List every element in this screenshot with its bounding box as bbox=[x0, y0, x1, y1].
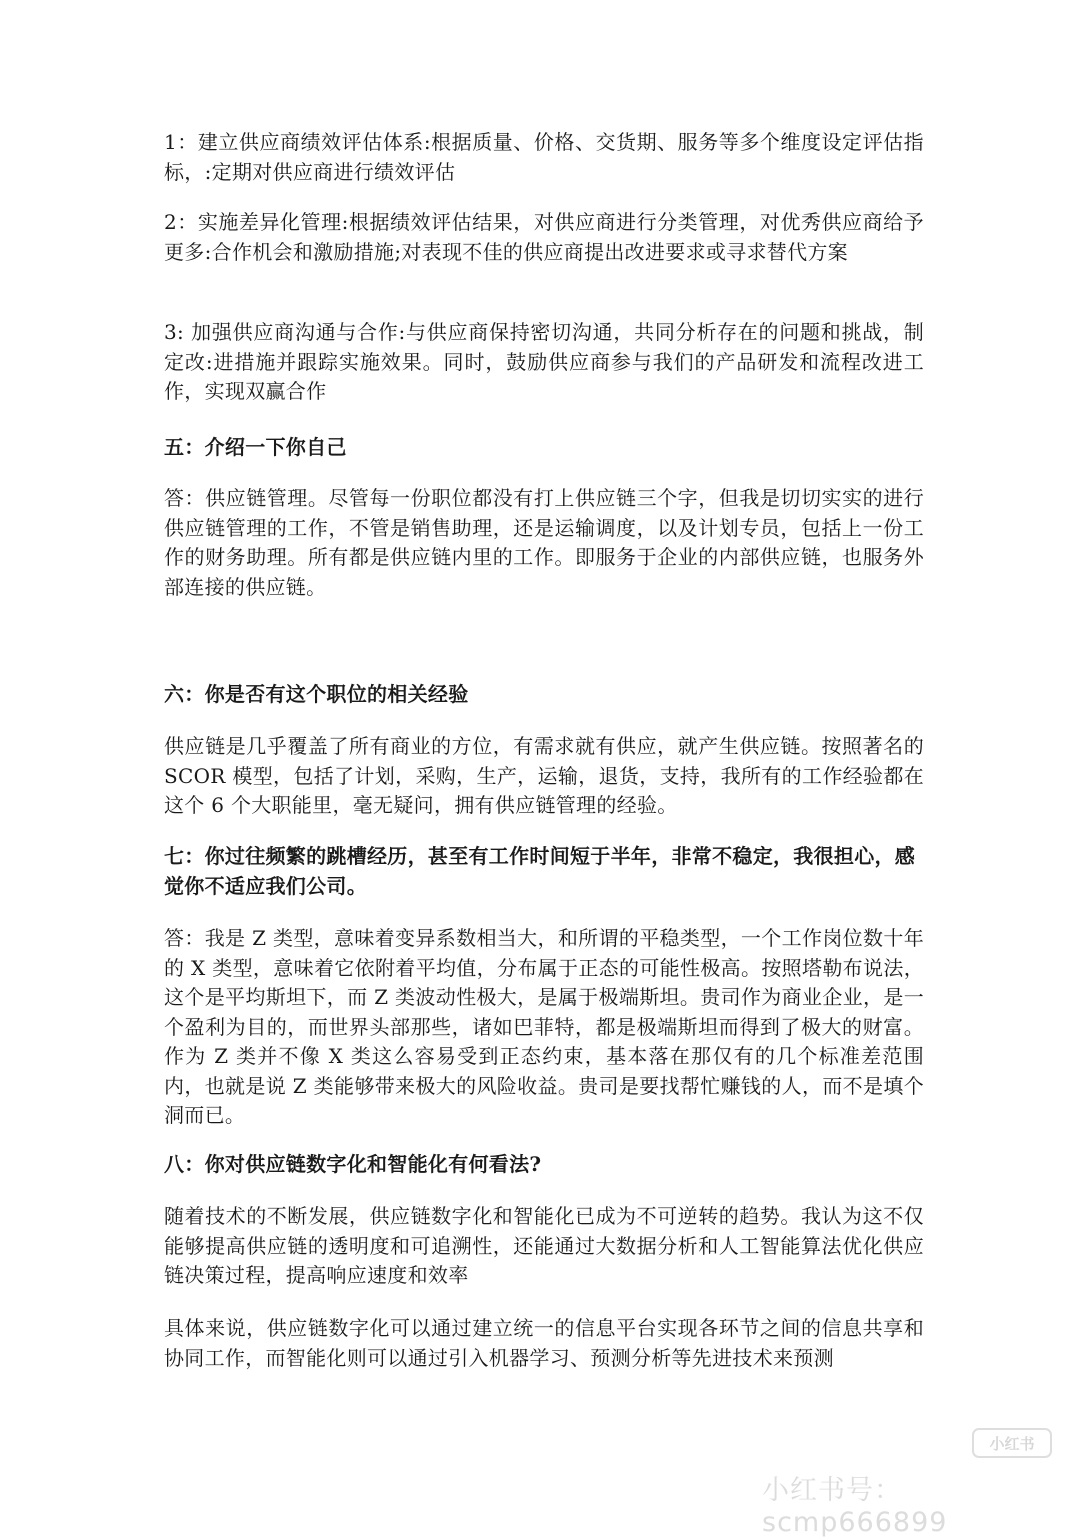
heading-6 bbox=[164, 680, 924, 710]
para-answer-7 bbox=[164, 924, 924, 1131]
watermark-text: 小红书号：scmp666899 bbox=[762, 1475, 948, 1538]
para-text: 具体来说，供应链数字化可以通过建立统一的信息平台实现各环节之间的信息共享和协同工作，而智能化则可以通过引入机器学习、预测分析等先进技术来预测 bbox=[164, 1316, 924, 1370]
para-2 bbox=[164, 208, 924, 267]
section-heading: 八：你对供应链数字化和智能化有何看法? bbox=[164, 1152, 542, 1176]
para-text: 随着技术的不断发展，供应链数字化和智能化已成为不可逆转的趋势。我认为这不仅能够提高供应链的透明度和可追溯性，还能通过大数据分析和人工智能算法优化供应链决策过程，提高响应速度和效率 bbox=[164, 1204, 924, 1287]
heading-7 bbox=[164, 842, 924, 901]
para-answer-6 bbox=[164, 732, 924, 821]
heading-8 bbox=[164, 1150, 924, 1180]
heading-5 bbox=[164, 433, 924, 463]
para-text: 供应链是几乎覆盖了所有商业的方位，有需求就有供应，就产生供应链。按照著名的 SCOR 模型，包括了计划，采购，生产，运输，退货，支持，我所有的工作经验都在这个 6 个大职能里，毫无疑问，拥有供应链管理的经验。 bbox=[164, 734, 924, 817]
para-text: 3: 加强供应商沟通与合作:与供应商保持密切沟通，共同分析存在的问题和挑战，制定改:进措施并跟踪实施效果。同时，鼓励供应商参与我们的产品研发和流程改进工作，实现双赢合作 bbox=[164, 320, 924, 403]
section-heading: 六：你是否有这个职位的相关经验 bbox=[164, 682, 469, 706]
para-detail-8 bbox=[164, 1314, 924, 1373]
watermark-logo: 小红书 bbox=[972, 1428, 1052, 1458]
para-answer-8 bbox=[164, 1202, 924, 1291]
para-text: 答：我是 Z 类型，意味着变异系数相当大，和所谓的平稳类型，一个工作岗位数十年的 X 类型，意味着它依附着平均值，分布属于正态的可能性极高。按照塔勒布说法，这个是平均斯坦下，而 Z 类波动性极大，是属于极端斯坦。贵司作为商业企业，是一个盈利为目的，而世界头部那些，诸如巴菲特，都是极端斯坦而得到了极大的财富。作为 Z 类并不像 X 类这么容易受到正态约束，基本落在那仅有的几个标准差范围内，也就是说 Z 类能够带来极大的风险收益。贵司是要找帮忙赚钱的人，而不是填个洞而已。 bbox=[164, 926, 924, 1127]
para-text: 1：建立供应商绩效评估体系:根据质量、价格、交货期、服务等多个维度设定评估指标，:定期对供应商进行绩效评估 bbox=[164, 130, 924, 184]
para-text: 答：供应链管理。尽管每一份职位都没有打上供应链三个字，但我是切切实实的进行供应链管理的工作，不管是销售助理，还是运输调度，以及计划专员，包括上一份工作的财务助理。所有都是供应链内里的工作。即服务于企业的内部供应链，也服务外部连接的供应链。 bbox=[164, 486, 924, 599]
para-1 bbox=[164, 128, 924, 187]
para-text: 2：实施差异化管理:根据绩效评估结果，对供应商进行分类管理，对优秀供应商给予更多:合作机会和激励措施;对表现不佳的供应商提出改进要求或寻求替代方案 bbox=[164, 210, 924, 264]
para-answer-5 bbox=[164, 484, 924, 602]
para-3 bbox=[164, 318, 924, 407]
section-heading: 五：介绍一下你自己 bbox=[164, 435, 347, 459]
section-heading: 七：你过往频繁的跳槽经历，甚至有工作时间短于半年，非常不稳定，我很担心，感觉你不适应我们公司。 bbox=[164, 844, 916, 898]
